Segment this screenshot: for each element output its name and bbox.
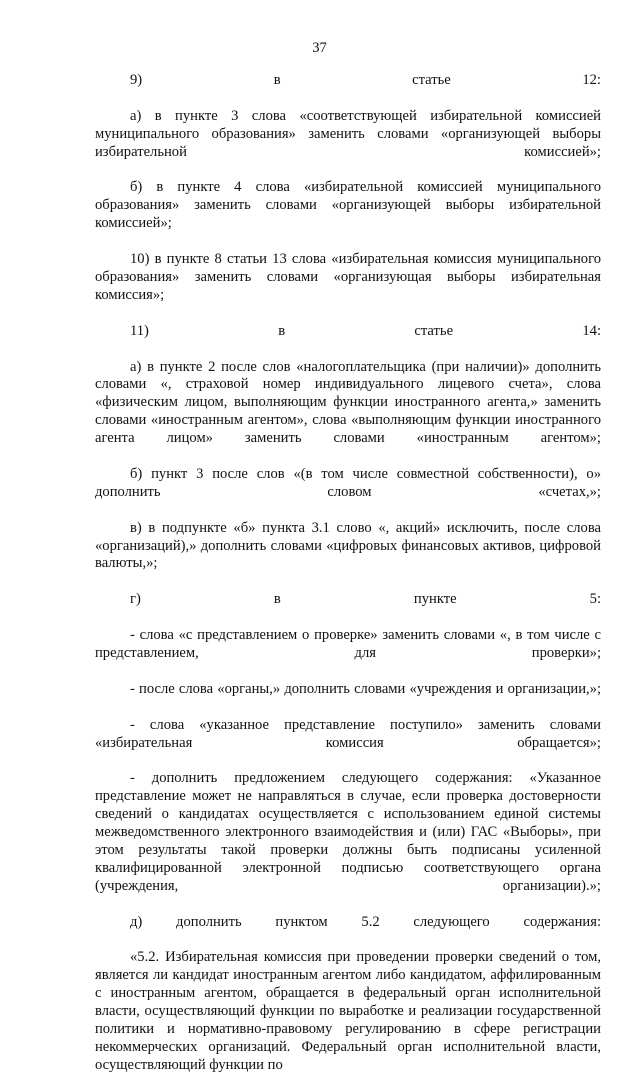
paragraph: г) в пункте 5:: [130, 591, 601, 608]
paragraph: 11) в статье 14:: [130, 322, 601, 339]
paragraph: - после слова «органы,» дополнить словами «учреждения и организации,»;: [130, 680, 601, 697]
paragraph: а) в пункте 2 после слов «налогоплательщика (при наличии)» дополнить словами «, страховой номер индивидуального лицевого счета», слова «физическим лицом, выполняющим функции иностранного агента,» заменить словами «иностранным агентом», слова «выполняющим функции иностранного агента лицом» заменить словами «иностранным агентом»;: [95, 358, 601, 447]
document-body: [95, 72, 601, 1075]
paragraph: д) дополнить пунктом 5.2 следующего содержания:: [130, 913, 601, 930]
paragraph: 9) в статье 12:: [130, 72, 601, 88]
paragraph: а) в пункте 3 слова «соответствующей избирательной комиссией муниципального образования» заменить словами «организующей выборы избирательной комиссией»;: [95, 107, 601, 160]
paragraph: - слова «с представлением о проверке» заменить словами «, в том числе с представлением, для проверки»;: [95, 627, 601, 661]
paragraph: 10) в пункте 8 статьи 13 слова «избирательная комиссия муниципального образования» заменить словами «организующая выборы избирательная комиссия»;: [95, 251, 601, 303]
paragraph: б) в пункте 4 слова «избирательной комиссией муниципального образования» заменить словами «организующей выборы избирательной комиссией»;: [95, 179, 601, 232]
paragraph: б) пункт 3 после слов «(в том числе совместной собственности), о» дополнить словом «счетах,»;: [95, 465, 601, 500]
page-number: 37: [312, 40, 327, 56]
paragraph: - слова «указанное представление поступило» заменить словами «избирательная комиссия обращается»;: [95, 716, 601, 751]
paragraph: в) в подпункте «б» пункта 3.1 слово «, акций» исключить, после слова «организаций),» дополнить словами «цифровых финансовых активов, цифровой валюты,»;: [95, 519, 601, 572]
paragraph: - дополнить предложением следующего содержания: «Указанное представление может не направляться в случае, если проверка достоверности сведений о кандидатах осуществляется с использованием единой системы межведомственного электронного взаимодействия и (или) ГАС «Выборы», при этом результаты такой проверки должны быть подписаны усиленной квалифицированной электронной подписью соответствующего органа (учреждения, организации).»;: [95, 770, 601, 894]
paragraph: «5.2. Избирательная комиссия при проведении проверки сведений о том, является ли кандидат иностранным агентом либо кандидатом, аффилированным с иностранным агентом, обращается в федеральный орган исполнительной власти, осуществляющий функции по выработке и реализации государственной политики и нормативно-правовому регулированию в сфере регистрации некоммерческих организаций. Федеральный орган исполнительной власти, осуществляющий функции по: [95, 949, 601, 1073]
